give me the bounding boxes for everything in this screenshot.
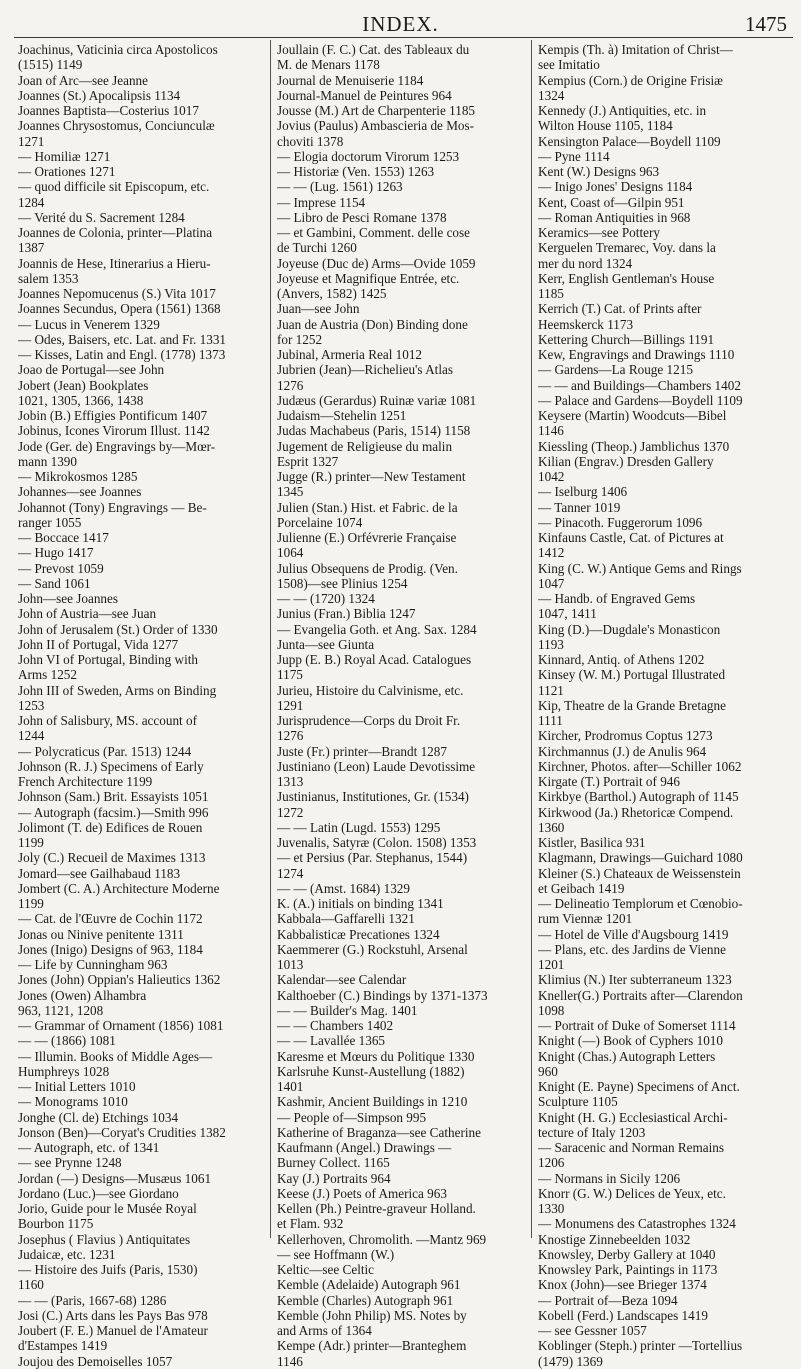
index-entry-line: Jordan (—) Designs—Musæus 1061	[18, 1170, 212, 1186]
index-entry-line: — — Builder's Mag. 1401	[277, 1002, 418, 1018]
index-entry-line: Sculpture 1105	[538, 1094, 618, 1110]
index-entry-line: Kabbalisticæ Precationes 1324	[277, 926, 440, 942]
index-entry-line: — Pinacoth. Fuggerorum 1096	[538, 514, 703, 530]
index-entry-line: Kensington Palace—Boydell 1109	[538, 133, 721, 149]
index-entry-line: Kempe (Adr.) printer—Branteghem	[277, 1338, 467, 1354]
index-entry-line: 1193	[538, 636, 564, 652]
index-entry-line: Kay (J.) Portraits 964	[277, 1170, 391, 1186]
index-entry-line: Knowsley Park, Paintings in 1173	[538, 1262, 718, 1277]
index-entry-line: and Arms of 1364	[277, 1323, 372, 1338]
index-entry-line: — Mikrokosmos 1285	[18, 469, 138, 484]
index-entry-line: — Iselburg 1406	[538, 484, 628, 500]
index-entry-line: Knight (—) Book of Cyphers 1010	[538, 1033, 723, 1049]
index-entry-line: Jombert (C. A.) Architecture Moderne	[18, 880, 220, 896]
index-entry-line: 1185	[538, 286, 564, 301]
index-entry-line: Kirchner, Photos. after—Schiller 1062	[538, 758, 742, 774]
index-entry-line: 1013	[277, 957, 304, 972]
index-entry-line: 1206	[538, 1155, 565, 1171]
index-entry-line: Judas Machabeus (Paris, 1514) 1158	[277, 423, 471, 439]
index-entry-line: rum Viennæ 1201	[538, 911, 633, 927]
index-entry-line: Kennedy (J.) Antiquities, etc. in	[538, 103, 707, 118]
index-entry-line: Kneller(G.) Portraits after—Clarendon	[538, 987, 743, 1003]
index-entry-line: Keysere (Martin) Woodcuts—Bibel	[538, 408, 727, 423]
index-entry-line: 1412	[538, 545, 565, 561]
index-entry-line: 1047, 1411	[538, 606, 597, 622]
index-entry-line: 1244	[18, 728, 45, 744]
index-entry-line: Knowsley, Derby Gallery at 1040	[538, 1246, 716, 1262]
index-entry-line: Klagmann, Drawings—Guichard 1080	[538, 850, 743, 866]
index-entry-line: Jubinal, Armeria Real 1012	[277, 347, 423, 362]
index-entry-line: Kirchmannus (J.) de Anulis 964	[538, 743, 707, 759]
index-entry-line: Humphreys 1028	[18, 1063, 110, 1079]
index-entry-line: 1291	[277, 697, 304, 713]
index-entry-line: Kellerhoven, Chromolith. —Mantz 969	[277, 1231, 487, 1247]
index-entry-line: Julius Obsequens de Prodig. (Ven.	[277, 560, 458, 576]
index-entry-line: — Life by Cunningham 963	[18, 957, 168, 972]
index-entry-line: Kent (W.) Designs 963	[538, 164, 660, 179]
index-entry-line: d'Estampes 1419	[18, 1338, 108, 1354]
index-entry-line: Joullain (F. C.) Cat. des Tableaux du	[277, 42, 470, 57]
index-entry-line: mer du nord 1324	[538, 255, 633, 271]
index-entry-line: Joannes Secundus, Opera (1561) 1368	[18, 301, 221, 317]
index-entry-line: Joan of Arc—see Jeanne	[18, 72, 148, 88]
index-entry-line: Jubrien (Jean)—Richelieu's Atlas	[277, 362, 453, 378]
index-entry-line: Jonas ou Ninive penitente 1311	[18, 926, 184, 942]
index-entry-line: Juste (Fr.) printer—Brandt 1287	[277, 743, 447, 759]
index-entry-line: 1111	[538, 713, 563, 728]
index-entry-line: Joachinus, Vaticinia circa Apostolicos	[18, 42, 218, 57]
index-entry-line: — Inigo Jones' Designs 1184	[538, 179, 693, 195]
index-entry-line: Juvenalis, Satyræ (Colon. 1508) 1353	[277, 835, 477, 850]
index-entry-line: John III of Sweden, Arms on Binding	[18, 682, 217, 698]
index-entry-line: Jovius (Paulus) Ambascieria de Mos-	[277, 118, 475, 134]
index-entry-line: Jorio, Guide pour le Musée Royal	[18, 1201, 197, 1216]
index-entry-line: — Historiæ (Ven. 1553) 1263	[277, 164, 435, 179]
index-entry-line: — Hotel de Ville d'Augsbourg 1419	[538, 926, 729, 942]
index-entry-line: Joannes Baptista—Costerius 1017	[18, 103, 199, 118]
index-entry-line: — Illumin. Books of Middle Ages—	[18, 1048, 213, 1064]
index-entry-line: Karesme et Mœurs du Politique 1330	[277, 1048, 475, 1064]
index-entry-line: Jupp (E. B.) Royal Acad. Catalogues	[277, 652, 472, 667]
index-entry-line: Julienne (E.) Orfévrerie Française	[277, 530, 457, 545]
index-entry-line: Jomard—see Gailhabaud 1183	[18, 865, 181, 881]
index-entry-line: Kemble (John Philip) MS. Notes by	[277, 1307, 467, 1323]
index-entry-line: Jode (Ger. de) Engravings by—Mœr-	[18, 438, 216, 454]
index-entry-line: Jugement de Religieuse du malin	[277, 438, 453, 454]
page-header	[0, 12, 801, 36]
index-entry-line: de Turchi 1260	[277, 240, 357, 256]
index-entry-line: Kerrich (T.) Cat. of Prints after	[538, 301, 702, 317]
index-entry-line: 1146	[277, 1353, 303, 1369]
index-entry-line: Juan de Austria (Don) Binding done	[277, 316, 468, 332]
index-entry-line: Joyeuse (Duc de) Arms—Ovide 1059	[277, 255, 476, 271]
index-entry-line: Jordano (Luc.)—see Giordano	[18, 1185, 179, 1201]
index-entry-line: Jobert (Jean) Bookplates	[18, 377, 149, 393]
index-entry-line: Journal-Manuel de Peintures 964	[277, 87, 452, 103]
index-entry-line: 1272	[277, 804, 304, 820]
index-entry-line: Esprit 1327	[277, 453, 339, 469]
index-entry-line: Jones (Inigo) Designs of 963, 1184	[18, 941, 203, 957]
index-entry-line: — — Chambers 1402	[277, 1018, 394, 1033]
index-entry-line: 1401	[277, 1079, 304, 1094]
index-entry-line: King (D.)—Dugdale's Monasticon	[538, 621, 721, 637]
index-entry-line: et Flam. 932	[277, 1216, 344, 1232]
index-entry-line: Kalthoeber (C.) Bindings by 1371-1373	[277, 987, 488, 1003]
index-entry-line: Knox (John)—see Brieger 1374	[538, 1277, 707, 1293]
index-entry-line: Jousse (M.) Art de Charpenterie 1185	[277, 103, 476, 118]
index-entry-line: — see Prynne 1248	[18, 1155, 122, 1171]
index-entry-line: 1175	[277, 667, 303, 683]
index-entry-line: — — and Buildings—Chambers 1402	[538, 377, 741, 393]
index-entry-line: 1160	[18, 1277, 44, 1293]
index-entry-line: — Handb. of Engraved Gems	[538, 591, 696, 606]
index-entry-line: — Autograph, etc. of 1341	[18, 1140, 160, 1155]
index-entry-line: Kalendar—see Calendar	[277, 972, 407, 988]
index-entry-line: Kinfauns Castle, Cat. of Pictures at	[538, 530, 724, 545]
index-entry-line: — Libro de Pesci Romane 1378	[277, 209, 447, 225]
index-entry-line: — Palace and Gardens—Boydell 1109	[538, 392, 743, 408]
index-entry-line: John VI of Portugal, Binding with	[18, 652, 198, 667]
index-entry-line: Kettering Church—Billings 1191	[538, 331, 715, 347]
index-entry-line: 1360	[538, 819, 565, 835]
index-column-3	[538, 42, 786, 1369]
index-entry-line: — Autograph (facsim.)—Smith 996	[18, 804, 209, 820]
index-entry-line: (Anvers, 1582) 1425	[277, 286, 387, 301]
index-entry-line: Arms 1252	[18, 667, 77, 683]
index-entry-line: — — (Lug. 1561) 1263	[277, 179, 403, 195]
index-entry-line: Kinsey (W. M.) Portugal Illustrated	[538, 667, 726, 683]
index-entry-line: Knorr (G. W.) Delices de Yeux, etc.	[538, 1185, 726, 1201]
index-entry-line: — Delineatio Templorum et Cœnobio-	[538, 896, 743, 911]
index-entry-line: John—see Joannes	[18, 591, 118, 606]
index-entry-line: Keramics—see Pottery	[538, 225, 660, 240]
index-entry-line: Kent, Coast of—Gilpin 951	[538, 194, 685, 210]
index-entry-line: Jobinus, Icones Virorum Illust. 1142	[18, 423, 210, 439]
index-entry-line: 1274	[277, 865, 304, 881]
index-entry-line: Juan—see John	[277, 301, 360, 317]
index-entry-line: — Kisses, Latin and Engl. (1778) 1373	[18, 347, 226, 362]
index-entry-line: Joannes (St.) Apocalipsis 1134	[18, 87, 181, 103]
index-entry-line: see Imitatio	[538, 57, 600, 73]
index-entry-line: Kerguelen Tremarec, Voy. dans la	[538, 240, 716, 256]
index-entry-line: salem 1353	[18, 270, 79, 286]
index-entry-line: Kistler, Basilica 931	[538, 835, 646, 850]
index-entry-line: Jugge (R.) printer—New Testament	[277, 469, 466, 484]
index-entry-line: Judaicæ, etc. 1231	[18, 1246, 116, 1262]
index-entry-line: Kabbala—Gaffarelli 1321	[277, 911, 415, 927]
index-entry-line: — Pyne 1114	[538, 148, 610, 164]
index-entry-line: 1199	[18, 835, 44, 850]
index-entry-line: — Elogia doctorum Virorum 1253	[277, 148, 460, 164]
index-entry-line: John of Salisbury, MS. account of	[18, 713, 197, 728]
index-entry-line: Justinianus, Institutiones, Gr. (1534)	[277, 789, 469, 805]
index-entry-line: Judaism—Stehelin 1251	[277, 408, 407, 423]
index-entry-line: Katherine of Braganza—see Catherine	[277, 1124, 481, 1140]
index-entry-line: — Hugo 1417	[18, 545, 94, 561]
index-entry-line: Kirgate (T.) Portrait of 946	[538, 774, 680, 789]
index-entry-line: Keese (J.) Poets of America 963	[277, 1185, 447, 1201]
index-entry-line: 1064	[277, 545, 304, 561]
index-entry-line: Junta—see Giunta	[277, 636, 375, 652]
index-entry-line: Knight (H. G.) Ecclesiastical Archi-	[538, 1109, 728, 1125]
index-entry-line: (1515) 1149	[18, 57, 83, 73]
index-entry-line: Burney Collect. 1165	[277, 1155, 390, 1171]
index-entry-line: Julien (Stan.) Hist. et Fabric. de la	[277, 499, 458, 515]
index-entry-line: — Histoire des Juifs (Paris, 1530)	[18, 1262, 198, 1277]
index-entry-line: — Portrait of Duke of Somerset 1114	[538, 1018, 736, 1033]
index-entry-line: 960	[538, 1063, 558, 1079]
index-entry-line: 1253	[18, 697, 45, 713]
index-entry-line: Johnson (R. J.) Specimens of Early	[18, 758, 204, 774]
index-entry-line: Kaemmerer (G.) Rockstuhl, Arsenal	[277, 941, 468, 957]
index-entry-line: — see Gessner 1057	[538, 1323, 647, 1338]
index-entry-line: for 1252	[277, 331, 323, 347]
index-entry-line: 1276	[277, 377, 304, 393]
index-entry-line: — Prevost 1059	[18, 560, 104, 576]
index-entry-line: — et Persius (Par. Stephanus, 1544)	[277, 850, 468, 866]
index-entry-line: Junius (Fran.) Biblia 1247	[277, 606, 416, 622]
index-entry-line: — quod difficile sit Episcopum, etc.	[18, 179, 210, 195]
index-entry-line: 1199	[18, 896, 44, 911]
index-entry-line: — People of—Simpson 995	[277, 1109, 427, 1125]
index-entry-line: Kemble (Charles) Autograph 961	[277, 1292, 454, 1308]
index-entry-line: Jones (Owen) Alhambra	[18, 987, 147, 1003]
index-entry-line: — Polycraticus (Par. 1513) 1244	[18, 743, 192, 759]
index-entry-line: Kemble (Adelaide) Autograph 961	[277, 1277, 461, 1293]
index-entry-line: 1284	[18, 194, 45, 210]
index-entry-line: Kellen (Ph.) Peintre-graveur Holland.	[277, 1201, 476, 1216]
index-entry-line: Klimius (N.) Iter subterraneum 1323	[538, 972, 732, 988]
index-entry-line: John II of Portugal, Vida 1277	[18, 636, 179, 652]
index-entry-line: 1313	[277, 774, 304, 789]
index-entry-line: Joannes Nepomucenus (S.) Vita 1017	[18, 286, 216, 301]
index-entry-line: 1271	[18, 133, 45, 149]
index-entry-line: Koblinger (Steph.) printer —Tortellius	[538, 1338, 743, 1354]
index-entry-line: — Cat. de l'Œuvre de Cochin 1172	[18, 911, 203, 927]
index-entry-line: Joannes de Colonia, printer—Platina	[18, 225, 213, 240]
index-entry-line: 1047	[538, 575, 565, 591]
index-entry-line: Kiessling (Theop.) Jamblichus 1370	[538, 438, 730, 454]
index-entry-line: — Verité du S. Sacrement 1284	[18, 209, 185, 225]
index-entry-line: Knostige Zinnebeelden 1032	[538, 1231, 691, 1247]
index-entry-line: — Normans in Sicily 1206	[538, 1170, 681, 1186]
index-entry-line: Jobin (B.) Effigies Pontificum 1407	[18, 408, 208, 423]
index-entry-line: Johannot (Tony) Engravings — Be-	[18, 499, 207, 515]
index-entry-line: 1387	[18, 240, 45, 256]
index-entry-line: Joannes Chrysostomus, Conciunculæ	[18, 118, 215, 134]
index-entry-line: ranger 1055	[18, 514, 82, 530]
index-entry-line: Kashmir, Ancient Buildings in 1210	[277, 1094, 468, 1110]
index-entry-line: Kip, Theatre de la Grande Bretagne	[538, 697, 726, 713]
index-entry-line: Joujou des Demoiselles 1057	[18, 1353, 173, 1369]
index-entry-line: Johannes—see Joannes	[18, 484, 142, 500]
index-entry-line: Joly (C.) Recueil de Maximes 1313	[18, 850, 206, 866]
column-divider	[270, 40, 271, 1238]
index-entry-line: 1508)—see Plinius 1254	[277, 575, 408, 591]
index-entry-line: — Initial Letters 1010	[18, 1079, 136, 1094]
index-entry-line: K. (A.) initials on binding 1341	[277, 896, 444, 911]
index-entry-line: Kaufmann (Angel.) Drawings —	[277, 1140, 452, 1155]
index-entry-line: 1345	[277, 484, 304, 500]
index-entry-line: — Monumens des Catastrophes 1324	[538, 1216, 736, 1232]
index-entry-line: — Monograms 1010	[18, 1094, 128, 1110]
index-column-2	[277, 42, 525, 1369]
index-entry-line: — Odes, Baisers, etc. Lat. and Fr. 1331	[18, 331, 227, 347]
index-entry-line: 963, 1121, 1208	[18, 1002, 104, 1018]
index-entry-line: Jonghe (Cl. de) Etchings 1034	[18, 1109, 179, 1125]
index-entry-line: Karlsruhe Kunst-Austellung (1882)	[277, 1063, 465, 1079]
index-entry-line: — — (Amst. 1684) 1329	[277, 880, 410, 896]
index-entry-line: — — (Paris, 1667-68) 1286	[18, 1292, 167, 1308]
index-entry-line: Porcelaine 1074	[277, 514, 363, 530]
index-entry-line: Jones (John) Oppian's Halieutics 1362	[18, 972, 221, 988]
index-entry-line: 1276	[277, 728, 304, 744]
index-entry-line: (1479) 1369	[538, 1353, 603, 1369]
index-entry-line: Journal de Menuiserie 1184	[277, 72, 424, 88]
index-entry-line: — Portrait of—Beza 1094	[538, 1292, 678, 1308]
index-entry-line: Jurisprudence—Corps du Droit Fr.	[277, 713, 461, 728]
index-entry-line: Kew, Engravings and Drawings 1110	[538, 347, 735, 362]
running-title: INDEX.	[362, 12, 439, 36]
index-entry-line: Kirkwood (Ja.) Rhetoricæ Compend.	[538, 804, 734, 820]
index-entry-line: — Plans, etc. des Jardins de Vienne	[538, 941, 726, 957]
index-entry-line: Heemskerck 1173	[538, 316, 634, 332]
index-entry-line: Kirkbye (Barthol.) Autograph of 1145	[538, 789, 739, 805]
index-entry-line: King (C. W.) Antique Gems and Rings	[538, 560, 742, 576]
index-entry-line: John of Austria—see Juan	[18, 606, 157, 622]
index-entry-line: John of Jerusalem (St.) Order of 1330	[18, 621, 218, 637]
index-entry-line: Knight (Chas.) Autograph Letters	[538, 1048, 716, 1064]
index-entry-line: French Architecture 1199	[18, 774, 153, 789]
index-entry-line: Judæus (Gerardus) Ruinæ variæ 1081	[277, 392, 477, 408]
index-entry-line: — Boccace 1417	[18, 530, 109, 545]
index-entry-line: tecture of Italy 1203	[538, 1124, 646, 1140]
index-entry-line: — Sand 1061	[18, 575, 91, 591]
index-entry-line: — — (1866) 1081	[18, 1033, 116, 1049]
index-entry-line: — Roman Antiquities in 968	[538, 209, 691, 225]
index-entry-line: 1201	[538, 957, 565, 972]
index-entry-line: — Grammar of Ornament (1856) 1081	[18, 1018, 224, 1033]
index-entry-line: — — Lavallée 1365	[277, 1033, 386, 1049]
index-entry-line: — Saracenic and Norman Remains	[538, 1140, 725, 1155]
index-entry-line: Knight (E. Payne) Specimens of Anct.	[538, 1079, 740, 1094]
index-entry-line: Joubert (F. E.) Manuel de l'Amateur	[18, 1323, 208, 1338]
index-entry-line: Josephus ( Flavius ) Antiquitates	[18, 1231, 191, 1247]
index-entry-line: Johnson (Sam.) Brit. Essayists 1051	[18, 789, 209, 805]
index-entry-line: — Gardens—La Rouge 1215	[538, 362, 693, 378]
header-rule	[14, 37, 793, 38]
index-column-1	[18, 42, 266, 1369]
index-entry-line: Kircher, Prodromus Coptus 1273	[538, 728, 713, 744]
index-entry-line: 1121	[538, 682, 564, 698]
index-entry-line: Kempis (Th. à) Imitation of Christ—	[538, 42, 733, 57]
index-entry-line: — Homiliæ 1271	[18, 148, 111, 164]
column-divider	[531, 40, 532, 1238]
index-entry-line: — Lucus in Venerem 1329	[18, 316, 160, 332]
index-entry-line: Kobell (Ferd.) Landscapes 1419	[538, 1307, 708, 1323]
index-entry-line: — Tanner 1019	[538, 499, 621, 515]
index-entry-line: Josi (C.) Arts dans les Pays Bas 978	[18, 1307, 208, 1323]
index-entry-line: et Geibach 1419	[538, 880, 625, 896]
index-entry-line: — Imprese 1154	[277, 194, 366, 210]
index-entry-line: 1021, 1305, 1366, 1438	[18, 392, 144, 408]
index-entry-line: Kinnard, Antiq. of Athens 1202	[538, 652, 705, 667]
index-entry-line: — — (1720) 1324	[277, 591, 375, 606]
index-entry-line: 1146	[538, 423, 564, 439]
index-entry-line: Wilton House 1105, 1184	[538, 118, 673, 134]
index-entry-line: choviti 1378	[277, 133, 344, 149]
index-entry-line: Kleiner (S.) Chateaux de Weissenstein	[538, 865, 741, 881]
index-entry-line: — see Hoffmann (W.)	[277, 1246, 395, 1262]
index-entry-line: Joannis de Hese, Itinerarius a Hieru-	[18, 255, 211, 271]
index-entry-line: Jonson (Ben)—Coryat's Crudities 1382	[18, 1124, 226, 1140]
index-entry-line: 1330	[538, 1201, 565, 1216]
index-entry-line: — — Latin (Lugd. 1553) 1295	[277, 819, 441, 835]
index-entry-line: Joyeuse et Magnifique Entrée, etc.	[277, 270, 460, 286]
index-entry-line: Jolimont (T. de) Edifices de Rouen	[18, 819, 203, 835]
index-entry-line: Bourbon 1175	[18, 1216, 94, 1232]
index-entry-line: 1042	[538, 469, 565, 484]
index-entry-line: Jurieu, Histoire du Calvinisme, etc.	[277, 682, 464, 698]
index-entry-line: mann 1390	[18, 453, 77, 469]
index-entry-line: — Orationes 1271	[18, 164, 116, 179]
index-entry-line: 1324	[538, 87, 565, 103]
index-entry-line: Kerr, English Gentleman's House	[538, 270, 715, 286]
index-entry-line: Kempius (Corn.) de Origine Frisiæ	[538, 72, 723, 88]
index-entry-line: 1098	[538, 1002, 565, 1018]
index-entry-line: Joao de Portugal—see John	[18, 362, 165, 378]
index-entry-line: Kilian (Engrav.) Dresden Gallery	[538, 453, 714, 469]
index-entry-line: — Evangelia Goth. et Ang. Sax. 1284	[277, 621, 477, 637]
index-entry-line: — et Gambini, Comment. delle cose	[277, 225, 471, 240]
index-entry-line: Justiniano (Leon) Laude Devotissime	[277, 758, 476, 774]
index-entry-line: M. de Menars 1178	[277, 57, 380, 73]
page-number: 1475	[745, 12, 787, 36]
index-entry-line: Keltic—see Celtic	[277, 1262, 375, 1277]
